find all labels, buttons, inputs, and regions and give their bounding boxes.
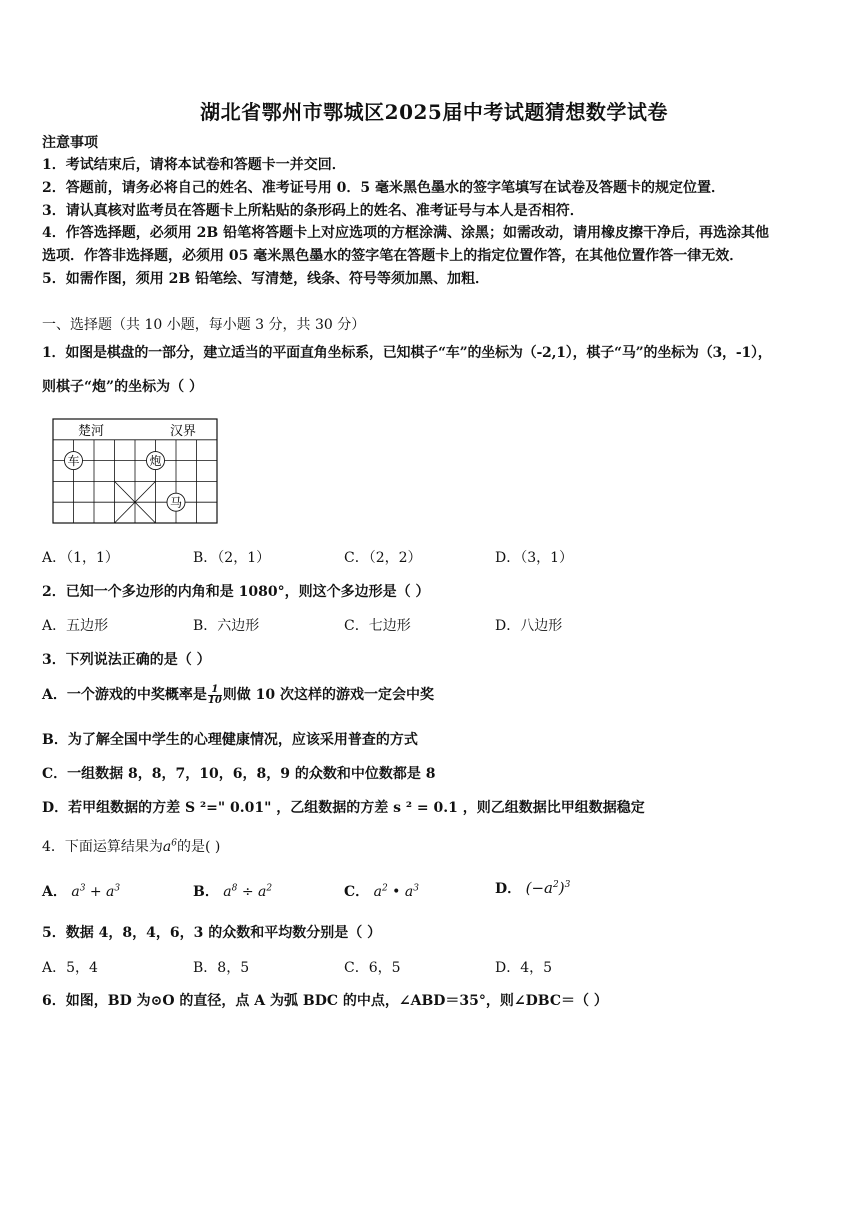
- question-5-option-b: B．8，5: [193, 960, 250, 976]
- option-label: B．: [193, 884, 219, 900]
- question-4-option-b: [193, 881, 272, 901]
- question-4-option-a: [42, 881, 120, 901]
- question-1-stem-cont: 则棋子“炮”的坐标为（ ）: [42, 379, 203, 395]
- option-a-text-post: 则做 10 次这样的游戏一定会中奖: [222, 687, 435, 703]
- question-2-stem: 2．已知一个多边形的内角和是 1080°，则这个多边形是（ ）: [42, 584, 430, 600]
- math-expression: $a^8 \div a^2$: [223, 883, 273, 900]
- note-item: 选项．作答非选择题，必须用 05 毫米黑色墨水的签字笔在答题卡上的指定位置作答，在其他位置作答一律无效．: [42, 248, 744, 264]
- math-expression: $(-a^2)^3$: [525, 879, 571, 897]
- page-title: 湖北省鄂州市鄂城区2025届中考试题猜想数学试卷: [200, 100, 668, 124]
- option-label: D．: [495, 881, 522, 897]
- board-label-hanjie: 汉界: [170, 424, 197, 439]
- question-6-stem: 6．如图，BD 为⊙O 的直径，点 A 为弧 BDC 的中点，∠ABD＝35°，则∠DBC＝（ ）: [42, 993, 608, 1009]
- question-3-option-c: C．一组数据 8，8，7，10，6，8，9 的众数和中位数都是 8: [42, 766, 436, 782]
- note-item: 1．考试结束后，请将本试卷和答题卡一并交回．: [42, 157, 346, 173]
- question-4-option-d: [495, 878, 570, 898]
- question-1-option-c: C．（2，2）: [344, 550, 422, 566]
- notes-heading: 注意事项: [42, 135, 98, 151]
- question-4-option-c: [344, 881, 419, 901]
- chessboard-figure: [52, 418, 218, 524]
- question-5-option-a: A．5，4: [42, 960, 98, 976]
- fraction-1-10: [208, 685, 222, 706]
- fraction-numerator: 1: [208, 685, 222, 696]
- question-1-stem: 1．如图是棋盘的一部分，建立适当的平面直角坐标系，已知棋子“车”的坐标为（-2,1），棋子“马”的坐标为（3，-1），: [42, 345, 772, 361]
- option-a-text-pre: A．一个游戏的中奖概率是: [42, 687, 207, 703]
- question-5-option-d: D．4，5: [495, 960, 553, 976]
- note-item: 3．请认真核对监考员在答题卡上所粘贴的条形码上的姓名、准考证号与本人是否相符．: [42, 203, 584, 219]
- note-item: 2．答题前，请务必将自己的姓名、准考证号用 0．5 毫米黑色墨水的签字笔填写在试卷及答题卡的规定位置．: [42, 180, 725, 196]
- question-4-stem-pre: 4．下面运算结果为: [42, 839, 163, 855]
- piece-pao-label: 炮: [149, 454, 162, 468]
- section-heading: 一、选择题（共 10 小题，每小题 3 分，共 30 分）: [42, 317, 366, 333]
- option-label: C．: [344, 884, 370, 900]
- question-2-option-b: B．六边形: [193, 618, 260, 634]
- piece-ma-label: 马: [169, 495, 183, 510]
- fraction-denominator: 10: [207, 694, 222, 706]
- math-expression: $a^3 + a^3$: [71, 883, 121, 900]
- question-5-stem: 5．数据 4，8，4，6，3 的众数和平均数分别是（ ）: [42, 925, 382, 941]
- question-3-option-d: D．若甲组数据的方差 S ²=" 0.01" ，乙组数据的方差 s ² = 0.1 ，则乙组数据比甲组数据稳定: [42, 800, 645, 816]
- option-label: A．: [42, 884, 67, 900]
- question-4-stem: [42, 836, 220, 856]
- question-2-option-c: C．七边形: [344, 618, 411, 634]
- question-2-option-a: A．五边形: [42, 618, 109, 634]
- math-a6: $a^6$: [162, 838, 178, 855]
- math-expression: $a^2$ • $a^3$: [373, 883, 419, 900]
- question-1-option-b: B．（2，1）: [193, 550, 271, 566]
- question-1-option-a: A．（1，1）: [42, 550, 119, 566]
- question-3-option-a: [42, 684, 434, 706]
- note-item: 5．如需作图，须用 2B 铅笔绘、写清楚，线条、符号等须加黑、加粗．: [42, 271, 490, 287]
- piece-che-label: 车: [67, 454, 80, 468]
- question-2-option-d: D．八边形: [495, 618, 563, 634]
- question-3-option-b: B．为了解全国中学生的心理健康情况，应该采用普查的方式: [42, 732, 418, 748]
- question-5-option-c: C．6，5: [344, 960, 401, 976]
- note-item: 4．作答选择题，必须用 2B 铅笔将答题卡上对应选项的方框涂满、涂黑；如需改动，请用橡皮擦干净后，再选涂其他: [42, 225, 770, 241]
- question-3-stem: 3．下列说法正确的是（ ）: [42, 652, 211, 668]
- question-1-option-d: D．（3，1）: [495, 550, 574, 566]
- board-label-chuhe: 楚河: [78, 424, 105, 439]
- question-4-stem-post: 的是( ): [177, 839, 221, 855]
